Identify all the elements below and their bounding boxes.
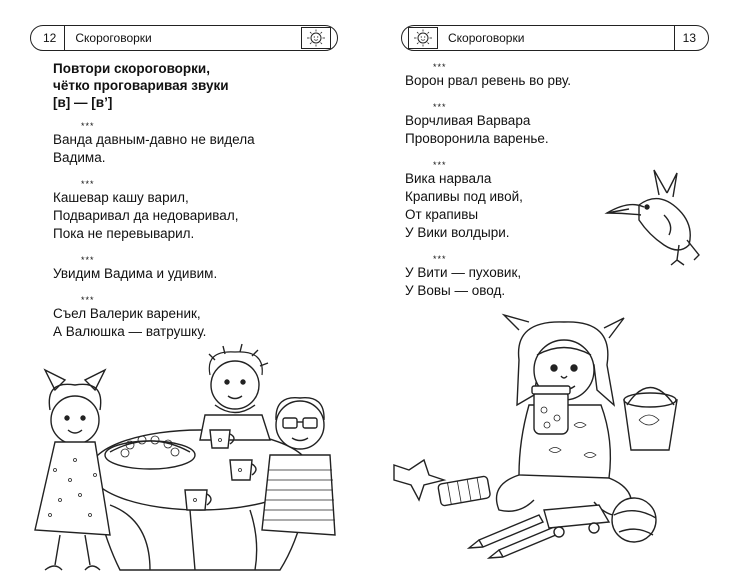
left-page-header: [30, 25, 338, 51]
left-text-block: [53, 60, 353, 341]
tongue-twister: Ворон рвал ревень во рву.: [405, 73, 571, 88]
sun-icon: [408, 27, 438, 49]
right-page: [369, 0, 738, 585]
separator: ***: [433, 160, 447, 170]
girl-with-jar-illustration: [369, 310, 738, 585]
section-title: Скороговорки: [448, 31, 525, 45]
separator: ***: [81, 179, 95, 189]
separator: ***: [433, 102, 447, 112]
separator: ***: [81, 295, 95, 305]
tongue-twister: Ванда давным-давно не видела Вадима.: [53, 132, 255, 165]
tongue-twister: Кашевар кашу варил, Подваривал да недоваривал, Пока не перевыварил.: [53, 190, 239, 241]
instruction: Повтори скороговорки, чётко проговаривая звуки [в] — [в’]: [53, 61, 229, 110]
tongue-twister: Съел Валерик вареник, А Валюшка — ватрушку.: [53, 306, 207, 339]
separator: ***: [433, 62, 447, 72]
crow-illustration: [599, 165, 709, 275]
separator: ***: [81, 121, 95, 131]
tongue-twister: У Вити — пуховик, У Вовы — овод.: [405, 265, 522, 298]
separator: ***: [81, 255, 95, 265]
tongue-twister: Вика нарвала Крапивы под ивой, От крапивы У Вики волдыри.: [405, 171, 523, 240]
page-number: 12: [31, 26, 65, 50]
children-at-table-illustration: [0, 330, 369, 585]
tongue-twister: Увидим Вадима и удивим.: [53, 266, 218, 281]
tongue-twister: Ворчливая Варвара Проворонила варенье.: [405, 113, 549, 146]
sun-icon: [301, 27, 331, 49]
right-page-header: [401, 25, 709, 51]
page-number: 13: [674, 26, 708, 50]
section-title: Скороговорки: [75, 31, 152, 45]
separator: ***: [433, 254, 447, 264]
